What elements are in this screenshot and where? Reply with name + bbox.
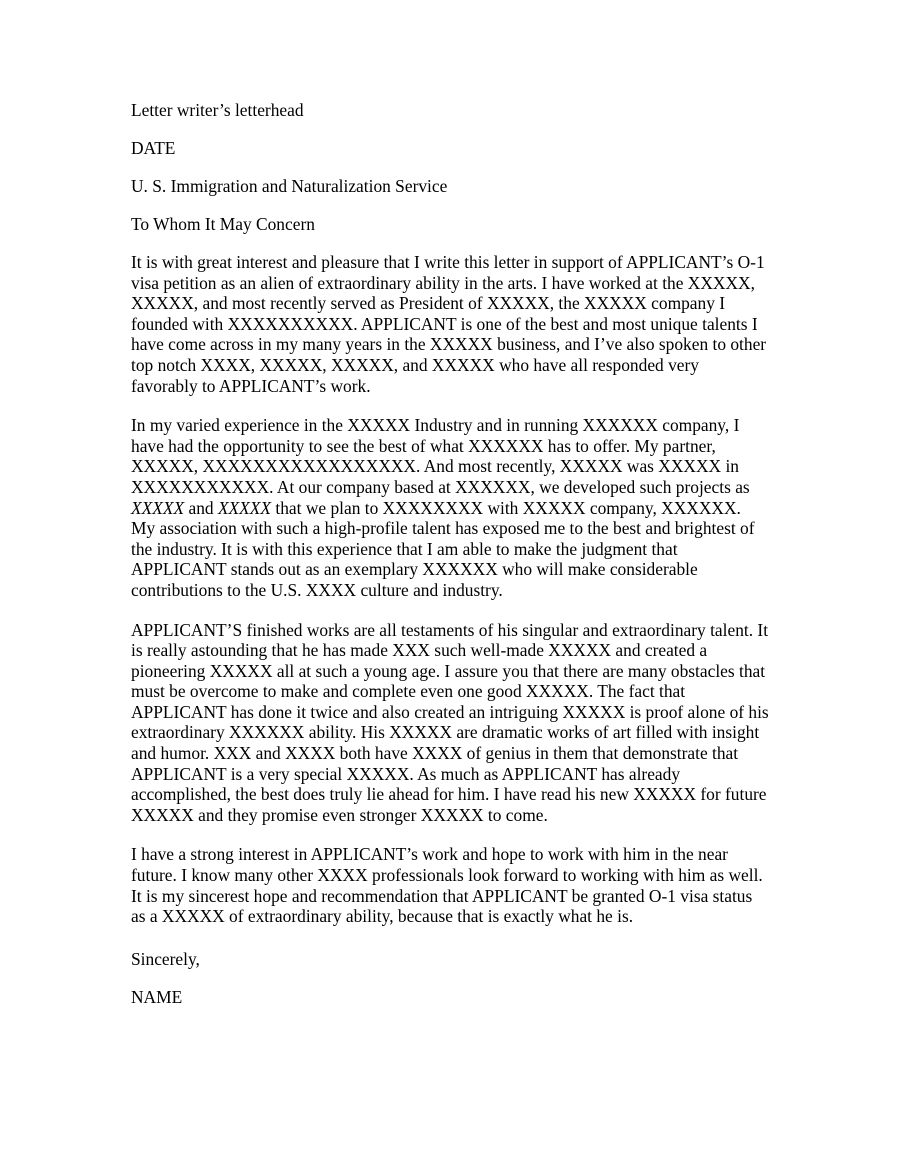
italic-placeholder: XXXXX bbox=[131, 497, 185, 518]
valediction: Sincerely, bbox=[131, 948, 200, 969]
body-paragraph-3: APPLICANT’S finished works are all testaments of his singular and extraordinary talent. It is really astounding that he has made XXX such well-made XXXXX and created a pioneering XXXXX all at such a young age. I assure you that there are many obstacles that must be overcome to make and complete even one good XXXXX. The fact that APPLICANT has done it twice and also created an intriguing XXXXX is proof alone of his extraordinary XXXXXX ability. His XXXXX are dramatic works of art filled with insight and humor. XXX and XXXX both have XXXX of genius in them that demonstrate that APPLICANT is a very special XXXXX. As much as APPLICANT has already accomplished, the best does truly lie ahead for him. I have read his new XXXXX for future XXXXX and they promise even stronger XXXXX to come. bbox=[131, 619, 769, 825]
body-paragraph-2: In my varied experience in the XXXXX Industry and in running XXXXXX company, I have had the opportunity to see the best of what XXXXXX has to offer. My partner, XXXXX, XXXXXXXXXXXXXXXXX. And most recently, XXXXX was XXXXX in XXXXXXXXXXX. At our company based at XXXXXX, we developed such projects as XXXXX and XXXXX that we plan to XXXXXXXX with XXXXX company, XXXXXX. My association with such a high-profile talent has exposed me to the best and brightest of the industry. It is with this experience that I am able to make the judgment that APPLICANT stands out as an exemplary XXXXXX who will make considerable contributions to the U.S. XXXX culture and industry. bbox=[131, 415, 755, 600]
body-paragraph-1: It is with great interest and pleasure that I write this letter in support of APPLICANT’s O-1 visa petition as an alien of extraordinary ability in the arts. I have worked at the XXXXX, XXXXX, and most recently served as President of XXXXX, the XXXXX company I founded with XXXXXXXXXX. APPLICANT is one of the best and most unique talents I have come across in my many years in the XXXXX business, and I’ve also spoken to other top notch XXXX, XXXXX, XXXXX, and XXXXX who have all responded very favorably to APPLICANT’s work. bbox=[131, 252, 767, 396]
letter-content bbox=[131, 100, 769, 1007]
signature-name: NAME bbox=[131, 986, 183, 1007]
salutation-line: To Whom It May Concern bbox=[131, 214, 315, 234]
date-line: DATE bbox=[131, 138, 176, 158]
letterhead-line: Letter writer’s letterhead bbox=[131, 100, 304, 120]
recipient-agency-line: U. S. Immigration and Naturalization Service bbox=[131, 176, 448, 196]
italic-placeholder: XXXXX bbox=[217, 497, 272, 518]
body-paragraph-4: I have a strong interest in APPLICANT’s work and hope to work with him in the near future. I know many other XXXX professionals look forward to working with him as well. It is my sincerest hope and recommendation that APPLICANT be granted O-1 visa status as a XXXXX of extraordinary ability, because that is exactly what he is. bbox=[131, 844, 763, 927]
